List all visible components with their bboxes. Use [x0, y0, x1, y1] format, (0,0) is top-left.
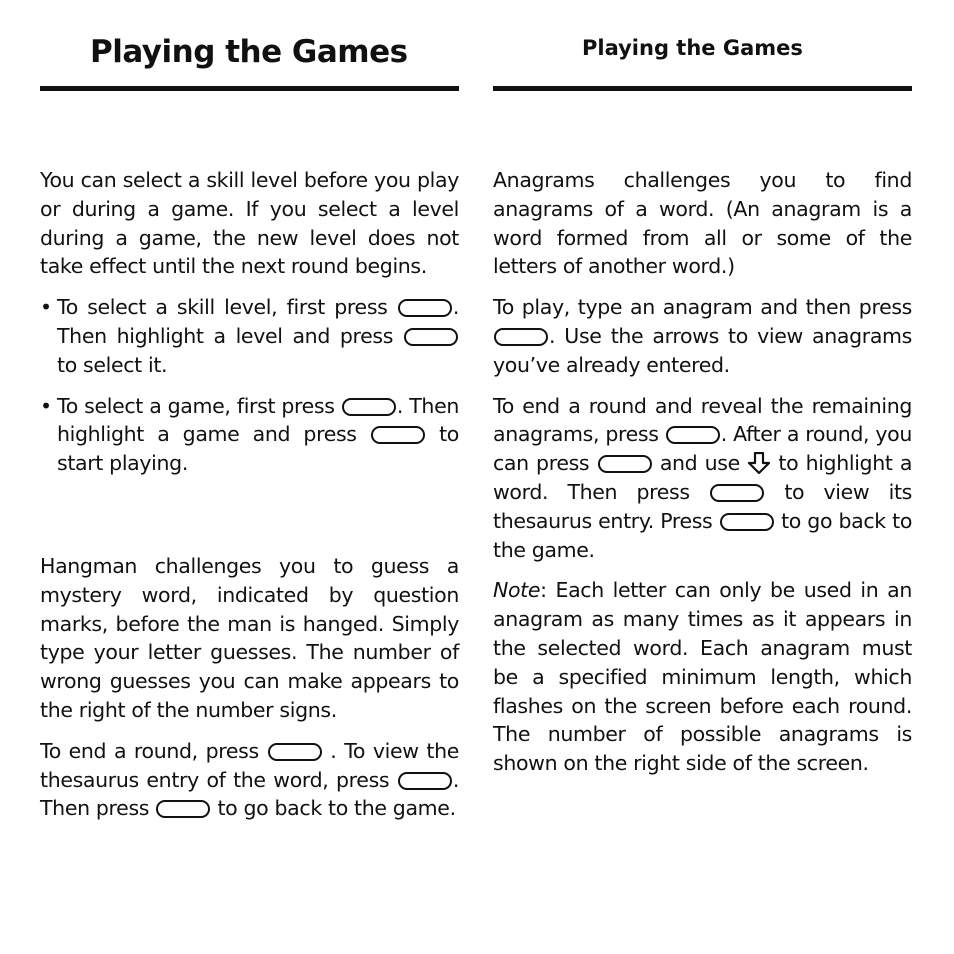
- key-icon: [398, 772, 452, 790]
- skill-intro-paragraph: You can select a skill level before you play or during a game. If you select a level during a game, the new level does not take effect until the next round begins.: [40, 168, 459, 279]
- key-icon: [371, 426, 425, 444]
- note-label: Note: [493, 578, 541, 603]
- end-round-paragraph: To end a round and reveal the remaining anagrams, press . After a round, you can press and use to highlight a word. Then press to view its thesaurus entry. Press to go back to the game.: [493, 393, 913, 562]
- note-paragraph: Note: Each letter can only be used in an anagram as many times as it appears in the selected word. Each anagram must be a specified minimum length, which flashes on the screen before each round. The number of possible anagrams is shown on the right side of the screen.: [493, 578, 912, 776]
- key-icon: [598, 455, 652, 473]
- left-body: [40, 166, 459, 835]
- hangman-paragraph: Hangman challenges you to guess a mystery word, indicated by question marks, before the man is hanged. Simply type your letter guesses. The number of wrong guesses you can make appears to the right of the number signs.: [40, 553, 459, 722]
- page-title: Playing the Games: [90, 34, 408, 70]
- bullet: •: [40, 295, 52, 320]
- key-icon: [710, 484, 764, 502]
- instructions-list: [40, 293, 459, 478]
- running-header: Playing the Games: [582, 36, 803, 60]
- key-icon: [156, 800, 210, 818]
- down-arrow-icon: [747, 452, 771, 474]
- end-round-paragraph: To end a round, press . To view the thesaurus entry of the word, press . Then press to go back to the game.: [40, 738, 459, 821]
- key-icon: [720, 513, 774, 531]
- title-rule: [493, 86, 912, 91]
- bullet: •: [40, 393, 52, 418]
- play-paragraph: To play, type an anagram and then press . Use the arrows to view anagrams you’ve already entered.: [493, 295, 912, 377]
- key-icon: [398, 299, 452, 317]
- right-body: [493, 166, 912, 790]
- key-icon: [666, 426, 720, 444]
- anagrams-paragraph: Anagrams challenges you to find anagrams of a word. (An anagram is a word formed from all or some of the letters of another word.): [493, 168, 912, 279]
- list-item: • To select a skill level, first press . Then highlight a level and press to select it.: [40, 295, 459, 377]
- key-icon: [494, 328, 548, 346]
- list-item: • To select a game, first press . Then highlight a game and press to start playing.: [40, 393, 459, 476]
- key-icon: [342, 398, 396, 416]
- title-rule: [40, 86, 459, 91]
- key-icon: [268, 743, 322, 761]
- key-icon: [404, 328, 458, 346]
